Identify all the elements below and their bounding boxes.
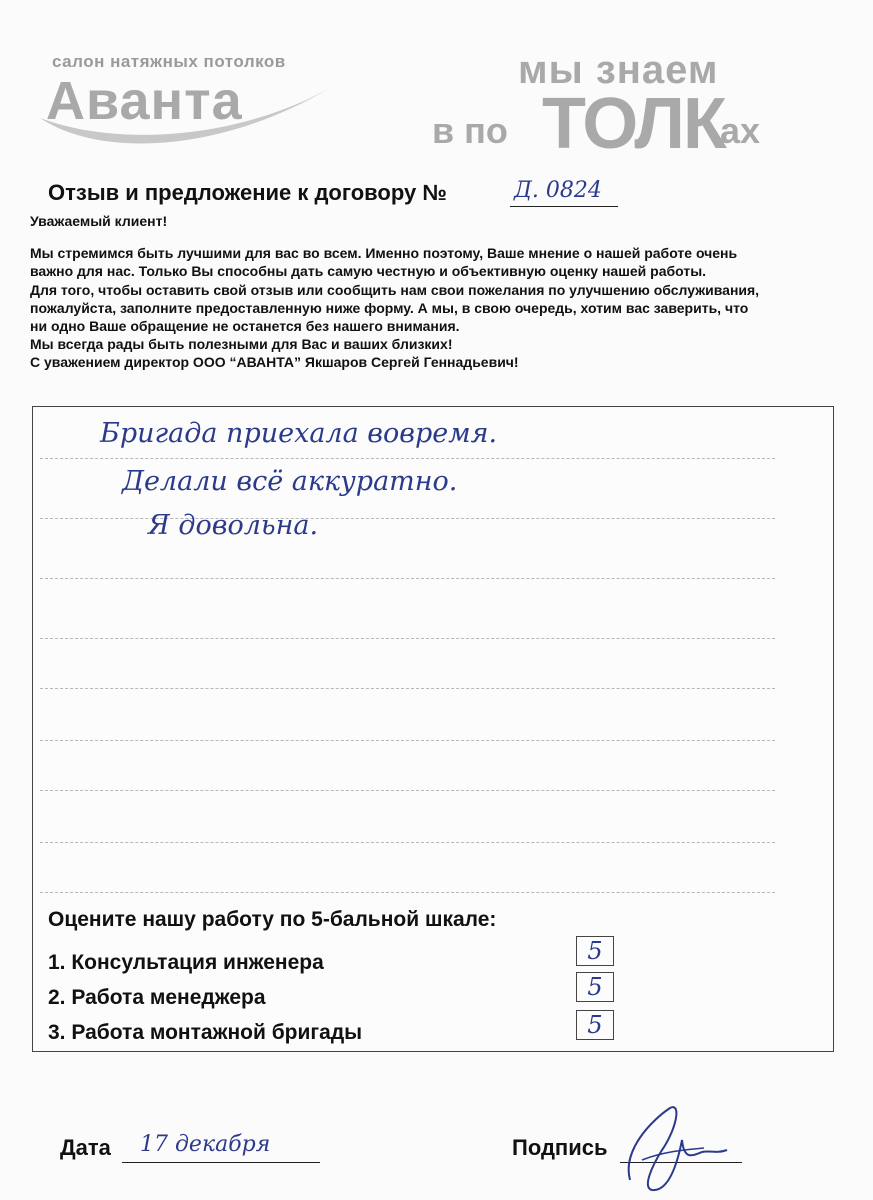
date-label: Дата [60,1135,111,1160]
review-line: Делали всё аккуратно. [122,466,458,497]
rating-item-manager: 2. Работа менеджера [48,986,266,1009]
contract-number-field[interactable]: Д. 0824 [510,176,618,207]
rule-line [40,578,775,579]
closing-line-1: Мы всегда рады быть полезными для Вас и ваших близких! [30,336,453,353]
rule-line [40,790,775,791]
review-text[interactable] [100,410,740,550]
slogan-pre: в по [432,110,508,151]
intro-line: пожалуйста, заполните предоставленную ниже форму. А мы, в свою очередь, хотим вас заверить, что [30,299,749,316]
rule-line [40,892,775,893]
rating-score-manager[interactable]: 5 [576,972,614,1002]
rating-title: Оцените нашу работу по 5-бальной шкале: [48,908,497,931]
slogan-line-1: мы знаем [518,48,719,92]
rule-line [40,688,775,689]
form-title: Отзыв и предложение к договору № [48,180,447,205]
intro-line: важно для нас. Только Вы способны дать самую честную и объективную оценку нашей работы. [30,263,707,280]
review-line: Я довольна. [148,510,319,541]
signature-label: Подпись [512,1135,608,1160]
logo-subtitle: салон натяжных потолков [52,52,286,71]
slogan [430,48,761,164]
intro-line: Для того, чтобы оставить свой отзыв или сообщить нам свои пожелания по улучшению обслуживания, [30,281,760,298]
company-logo [40,48,340,158]
slogan-post: ах [720,110,761,151]
rating-item-engineer: 1. Консультация инженера [48,951,324,974]
rule-line [40,740,775,741]
review-line: Бригада приехала вовремя. [100,418,498,449]
signature-scribble-icon [612,1100,732,1195]
slogan-big: ТОЛК [542,84,725,164]
rating-score-engineer[interactable]: 5 [576,936,614,966]
intro-line: Мы стремимся быть лучшими для вас во всем. Именно поэтому, Ваше мнение о нашей работе очень [30,245,738,262]
closing-line-2: С уважением директор ООО “АВАНТА” Якшаров Сергей Геннадьевич! [30,354,519,371]
rating-item-installers: 3. Работа монтажной бригады [48,1021,363,1044]
date-field[interactable]: 17 декабря [122,1132,320,1163]
greeting: Уважаемый клиент! [30,213,168,229]
rule-line [40,842,775,843]
rule-line [40,638,775,639]
rating-score-installers[interactable]: 5 [576,1010,614,1040]
intro-text [30,212,830,372]
logo-brand: Аванта [46,71,243,131]
intro-line: ни одно Ваше обращение не останется без нашего внимания. [30,318,460,335]
